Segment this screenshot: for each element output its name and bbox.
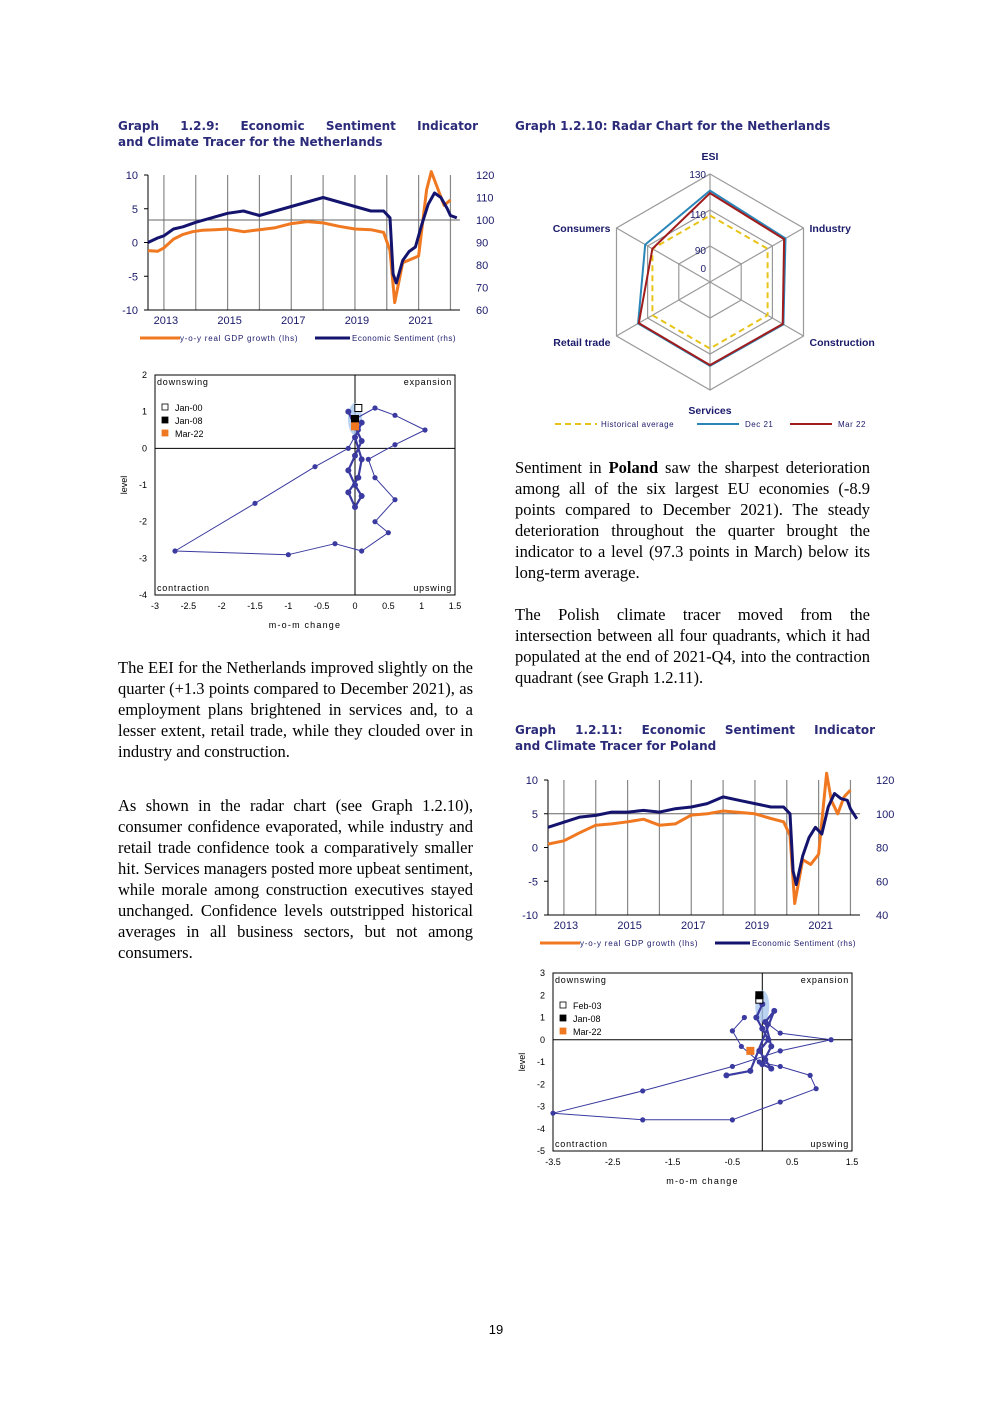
x-axis-label: m-o-m change <box>666 1176 739 1186</box>
y-tick-label: -3 <box>138 553 147 564</box>
tracer-point <box>372 475 377 480</box>
tracer-point <box>392 442 397 447</box>
country-poland: Poland <box>608 458 659 477</box>
x-tick-label: 1.5 <box>448 601 462 611</box>
y-tick-label-right: 100 <box>476 215 495 227</box>
quadrant-label-downswing: downswing <box>157 377 209 387</box>
series-esi-line <box>148 193 457 283</box>
x-tick-label: 2021 <box>408 315 433 327</box>
y-tick-label-left: -10 <box>522 910 538 922</box>
y-tick-label-right: 120 <box>476 170 495 182</box>
y-tick-label: -1 <box>536 1057 545 1067</box>
series-esi-line <box>548 794 857 885</box>
tracer-point <box>359 493 365 499</box>
quadrant-label-contraction: contraction <box>555 1139 608 1149</box>
y-tick-label-left: -10 <box>122 305 138 317</box>
legend-label: Dec 21 <box>745 420 774 429</box>
series-gdp-line <box>148 172 450 303</box>
legend-label: Feb-03 <box>573 1001 602 1011</box>
legend-label: Jan-00 <box>175 403 203 413</box>
y-tick-label-left: 10 <box>125 170 138 182</box>
radar-ring-label: 130 <box>689 170 706 181</box>
tracer-point <box>765 1037 771 1043</box>
series-gdp-line <box>548 773 850 903</box>
legend-label: Jan-08 <box>175 416 203 426</box>
tracer-point <box>352 504 358 510</box>
quadrant-label-expansion: expansion <box>800 975 849 985</box>
y-tick-label-left: -5 <box>128 271 138 284</box>
x-tick-label: -3 <box>150 601 160 611</box>
tracer-point <box>312 464 317 469</box>
tracer-point <box>359 420 365 426</box>
tracer-point <box>742 1015 747 1020</box>
y-tick-label: -3 <box>536 1101 545 1112</box>
x-tick-label: -2.5 <box>180 601 197 611</box>
legend-label-esi: Economic Sentiment (rhs) <box>752 939 857 948</box>
tracer-point <box>355 475 361 481</box>
x-tick-label: -2 <box>217 601 226 611</box>
tracer-point <box>366 457 371 462</box>
radar-spoke <box>710 282 804 336</box>
x-tick-label: 2017 <box>681 920 706 932</box>
tracer-point <box>778 1099 783 1104</box>
marker-mar-22 <box>747 1047 754 1054</box>
legend-swatch-jan-00 <box>162 404 168 410</box>
graph-title-pl-esi <box>515 722 875 754</box>
paragraph-pl-2: The Polish climate tracer moved from the intersection between all four quadrants, which it had populated at the end of 2021-Q4, into the contraction quadrant (see Graph 1.2.11). <box>515 605 870 687</box>
tracer-point <box>422 427 427 432</box>
tracer-point <box>739 1044 744 1049</box>
tracer-point <box>640 1088 645 1093</box>
legend-swatch-jan-08 <box>560 1015 566 1021</box>
y-tick-label-left: 0 <box>531 842 538 855</box>
x-tick-label: 0.5 <box>785 1157 799 1167</box>
paragraph-pl-1 <box>515 457 870 583</box>
tracer-point <box>814 1086 819 1091</box>
y-tick-label-right: 100 <box>876 808 895 821</box>
x-tick-label: 2019 <box>344 315 370 327</box>
y-tick-label-left: 5 <box>131 203 138 216</box>
radar-ring-label: 110 <box>690 210 706 221</box>
legend-swatch-feb-03 <box>560 1002 566 1008</box>
y-tick-label-right: 70 <box>476 282 489 295</box>
y-tick-label-left: 10 <box>525 775 538 787</box>
radar-spoke <box>616 282 710 336</box>
x-tick-label: 0 <box>352 601 358 611</box>
paragraph-nl-2: As shown in the radar chart (see Graph 1.2.10), consumer confidence evaporated, while industry and retail trade confidence took a comparatively smaller hit. Services managers posted more upbeat sentiment, while morale among construction executives stayed unchanged. Confidence levels outstripped historical averages in all business sectors, but not among consumers. <box>118 796 473 962</box>
tracer-point <box>747 1068 753 1074</box>
y-tick-label-right: 60 <box>476 305 489 317</box>
tracer-point <box>372 405 377 410</box>
y-tick-label: -1 <box>138 480 147 490</box>
legend-label: Historical average <box>601 420 675 429</box>
tracer-point <box>352 453 358 459</box>
marker-jan-08 <box>352 416 359 423</box>
legend-label-esi: Economic Sentiment (rhs) <box>352 334 457 343</box>
y-tick-label: 0 <box>539 1034 545 1045</box>
y-tick-label-left: 0 <box>131 237 138 250</box>
quadrant-label-upswing: upswing <box>810 1139 849 1149</box>
x-tick-label: -0.5 <box>313 601 330 611</box>
tracer-point <box>753 1015 759 1021</box>
y-tick-label-right: 120 <box>876 775 895 787</box>
tracer-point <box>286 552 291 557</box>
graph-title-nl-esi <box>118 118 478 150</box>
y-axis-label: level <box>517 1052 527 1072</box>
x-tick-label: -3.5 <box>545 1157 561 1167</box>
legend-swatch-mar-22 <box>560 1028 566 1034</box>
legend-label-gdp: y-o-y real GDP growth (lhs) <box>580 939 699 948</box>
legend-label: Jan-08 <box>573 1014 601 1024</box>
tracer-point <box>828 1037 833 1042</box>
radar-axis-label: ESI <box>701 151 719 163</box>
x-tick-label: 2021 <box>808 920 833 932</box>
tracer-point <box>762 1019 768 1025</box>
y-tick-label-right: 110 <box>476 192 494 205</box>
y-tick-label: -2 <box>138 516 147 527</box>
x-tick-label: -1.5 <box>664 1157 681 1167</box>
y-tick-label: 1 <box>141 406 147 417</box>
tracer-point <box>550 1111 555 1116</box>
x-tick-label: -2.5 <box>605 1157 621 1167</box>
radar-axis-label: Services <box>688 405 732 417</box>
y-axis-label: level <box>119 475 129 495</box>
legend-label: Mar 22 <box>838 420 866 429</box>
x-axis-label: m-o-m change <box>268 620 342 630</box>
page-number: 19 <box>488 1322 504 1337</box>
marker-mar-22 <box>352 423 359 430</box>
y-tick-label-left: -5 <box>528 876 538 889</box>
chart-pl-tracer <box>510 965 885 1190</box>
tracer-point <box>730 1064 735 1069</box>
x-tick-label: 1.5 <box>845 1157 859 1167</box>
x-tick-label: 2019 <box>744 920 770 932</box>
radar-ring-label: 90 <box>694 246 706 257</box>
tracer-point <box>359 548 364 553</box>
y-tick-label-right: 80 <box>476 260 489 272</box>
radar-axis-label: Construction <box>809 337 875 349</box>
marker-jan-08 <box>756 992 763 999</box>
paragraph-pl-1-b: saw the sharpest deterioration among all of the six largest EU economies (-8.9 points compared to December 2021). The steady deterioration throughout the quarter brought the indicator to a level (97.3 points in March) below its long-term average. <box>515 458 870 582</box>
tracer-point <box>768 1066 774 1072</box>
x-tick-label: 2015 <box>217 315 242 327</box>
legend-label-gdp: y-o-y real GDP growth (lhs) <box>180 334 299 343</box>
y-tick-label-left: 5 <box>531 808 538 821</box>
chart-nl-esi <box>110 165 495 350</box>
y-tick-label: -4 <box>536 1123 545 1134</box>
tracer-point <box>332 541 337 546</box>
tracer-point <box>730 1117 735 1122</box>
y-tick-label: 2 <box>141 370 147 380</box>
quadrant-label-upswing: upswing <box>413 583 452 593</box>
radar-spoke <box>710 228 804 282</box>
tracer-point <box>768 1043 774 1049</box>
radar-series-mar-22 <box>639 193 784 365</box>
y-tick-label-right: 40 <box>876 910 889 922</box>
tracer-point <box>771 1008 777 1014</box>
y-tick-label: 3 <box>539 968 545 978</box>
graph-title-line1: Graph 1.2.9: Economic Sentiment Indicator <box>118 119 478 133</box>
graph-title-line2: and Climate Tracer for Poland <box>515 739 717 753</box>
quadrant-label-downswing: downswing <box>555 975 607 985</box>
graph-title-nl-radar <box>515 118 875 134</box>
chart-pl-esi <box>510 770 895 955</box>
y-tick-label: -4 <box>138 590 147 600</box>
legend-swatch-mar-22 <box>162 430 168 436</box>
tracer-point <box>778 1048 783 1053</box>
legend-swatch-jan-08 <box>162 417 168 423</box>
tracer-point <box>756 1048 762 1054</box>
legend-label: Mar-22 <box>175 429 204 439</box>
tracer-point <box>359 456 365 462</box>
y-tick-label: 0 <box>141 443 147 454</box>
y-tick-label-right: 90 <box>476 237 489 250</box>
tracer-point <box>759 1026 765 1032</box>
radar-axis-label: Industry <box>809 223 851 235</box>
legend-label: Mar-22 <box>573 1027 602 1037</box>
tracer-point <box>252 501 257 506</box>
x-tick-label: -0.5 <box>724 1157 741 1167</box>
tracer-point <box>759 1061 765 1067</box>
tracer-point <box>808 1073 813 1078</box>
tracer-point <box>640 1117 645 1122</box>
x-tick-label: 2013 <box>553 920 579 932</box>
x-tick-label: 2013 <box>153 315 179 327</box>
y-tick-label: 1 <box>539 1012 545 1023</box>
tracer-point <box>346 446 351 451</box>
marker-jan-00 <box>355 405 362 412</box>
tracer-point <box>392 497 397 502</box>
chart-nl-radar <box>510 150 880 440</box>
tracer-point <box>352 434 358 440</box>
tracer-point <box>359 438 365 444</box>
y-tick-label: -2 <box>536 1079 545 1090</box>
paragraph-nl-1: The EEI for the Netherlands improved slightly on the quarter (+1.3 points compared to December 2021), as employment plans brightened in services and, to a lesser extent, retail trade, while they clouded over in industry and construction. <box>118 658 473 761</box>
y-tick-label-right: 80 <box>876 842 889 855</box>
tracer-point <box>345 467 351 473</box>
graph-title-line2: and Climate Tracer for the Netherlands <box>118 135 383 149</box>
tracer-point <box>778 1030 783 1035</box>
y-tick-label: 2 <box>539 990 545 1001</box>
tracer-point <box>372 519 377 524</box>
paragraph-pl-1-a: Sentiment in <box>515 458 609 477</box>
x-tick-label: 0.5 <box>382 601 395 611</box>
x-tick-label: -1.5 <box>247 601 263 611</box>
tracer-point <box>386 530 391 535</box>
radar-axis-label: Retail trade <box>553 337 611 349</box>
radar-axis-label: Consumers <box>552 223 611 235</box>
chart-nl-tracer <box>110 365 485 635</box>
quadrant-label-contraction: contraction <box>157 583 210 593</box>
quadrant-label-expansion: expansion <box>403 377 452 387</box>
tracer-point <box>345 489 351 495</box>
y-tick-label: -5 <box>536 1146 545 1156</box>
y-tick-label-right: 60 <box>876 876 889 889</box>
graph-title-radar: Graph 1.2.10: Radar Chart for the Netherlands <box>515 119 831 133</box>
x-tick-label: -1 <box>284 601 293 611</box>
tracer-point <box>392 413 397 418</box>
tracer-point <box>778 1064 783 1069</box>
tracer-point <box>172 548 177 553</box>
graph-title-line1: Graph 1.2.11: Economic Sentiment Indicator <box>515 723 875 737</box>
x-tick-label: 2017 <box>281 315 306 327</box>
radar-ring-label: 0 <box>700 264 706 275</box>
tracer-point <box>730 1028 735 1033</box>
tracer-point <box>345 409 351 415</box>
x-tick-label: 2015 <box>617 920 642 932</box>
tracer-point <box>352 482 358 488</box>
x-tick-label: 1 <box>419 601 425 611</box>
tracer-point <box>723 1072 729 1078</box>
plot-frame <box>553 973 852 1151</box>
